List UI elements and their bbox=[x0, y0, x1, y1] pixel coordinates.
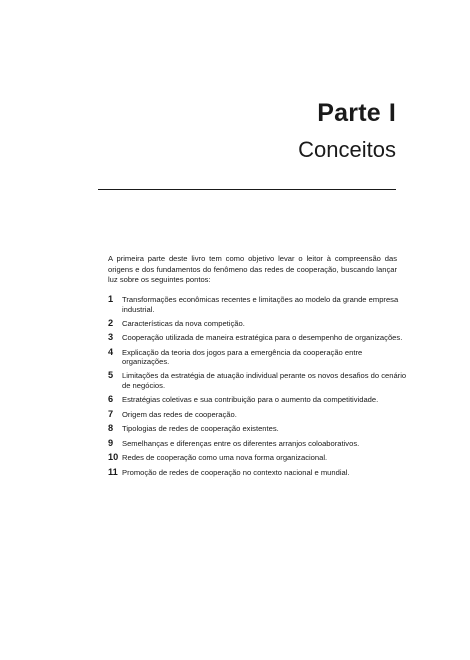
list-item-number: 11 bbox=[108, 466, 118, 477]
list-item-text: Origem das redes de cooperação. bbox=[122, 409, 237, 419]
part-subtitle: Conceitos bbox=[298, 137, 396, 162]
list-item-text: Limitações da estratégia de atuação individual perante os novos desafios do cenário de negócios. bbox=[122, 371, 407, 390]
list-item-number: 6 bbox=[108, 394, 114, 405]
list-item-number: 8 bbox=[108, 423, 114, 434]
list-item bbox=[108, 347, 408, 367]
list-item bbox=[108, 294, 408, 314]
list-item bbox=[108, 409, 408, 420]
part-title bbox=[298, 98, 396, 128]
list-item-text: Redes de cooperação como uma nova forma organizacional. bbox=[122, 453, 328, 463]
list-item bbox=[108, 318, 408, 329]
list-item bbox=[108, 394, 408, 405]
list-item bbox=[108, 423, 408, 434]
list-item-text: Características da nova competição. bbox=[122, 318, 245, 328]
part-number: I bbox=[388, 99, 396, 127]
list-item bbox=[108, 452, 408, 463]
list-item-number: 7 bbox=[108, 408, 114, 419]
divider-rule bbox=[98, 189, 396, 190]
list-item bbox=[108, 370, 408, 390]
list-item-number: 3 bbox=[108, 332, 114, 343]
list-item bbox=[108, 467, 408, 478]
list-item-number: 1 bbox=[108, 294, 114, 304]
list-item-text: Transformações econômicas recentes e limitações ao modelo da grande empresa industrial. bbox=[122, 295, 399, 314]
list-item-text: Promoção de redes de cooperação no contexto nacional e mundial. bbox=[122, 467, 350, 477]
list-item-number: 9 bbox=[108, 437, 114, 448]
list-item-number: 4 bbox=[108, 346, 114, 357]
list-item-text: Explicação da teoria dos jogos para a emergência da cooperação entre organizações. bbox=[122, 347, 363, 367]
part-label: Parte bbox=[317, 99, 381, 127]
list-item bbox=[108, 438, 408, 449]
list-item-text: Estratégias coletivas e sua contribuição para o aumento da competitividade. bbox=[122, 395, 379, 405]
points-list bbox=[108, 294, 408, 481]
part-header bbox=[298, 98, 396, 164]
intro-paragraph: A primeira parte deste livro tem como objetivo levar o leitor à compreensão das origens e dos fundamentos do fenômeno das redes de cooperação, buscando lançar luz sobre os seguintes pontos: bbox=[108, 254, 397, 285]
list-item-number: 5 bbox=[108, 370, 114, 381]
list-item-number: 10 bbox=[108, 452, 119, 463]
list-item-text: Cooperação utilizada de maneira estratégica para o desempenho de organizações. bbox=[122, 333, 403, 343]
list-item-text: Tipologias de redes de cooperação existentes. bbox=[122, 424, 279, 434]
list-item-number: 2 bbox=[108, 317, 114, 328]
list-item-text: Semelhanças e diferenças entre os diferentes arranjos coloaborativos. bbox=[122, 438, 360, 448]
list-item bbox=[108, 332, 408, 343]
